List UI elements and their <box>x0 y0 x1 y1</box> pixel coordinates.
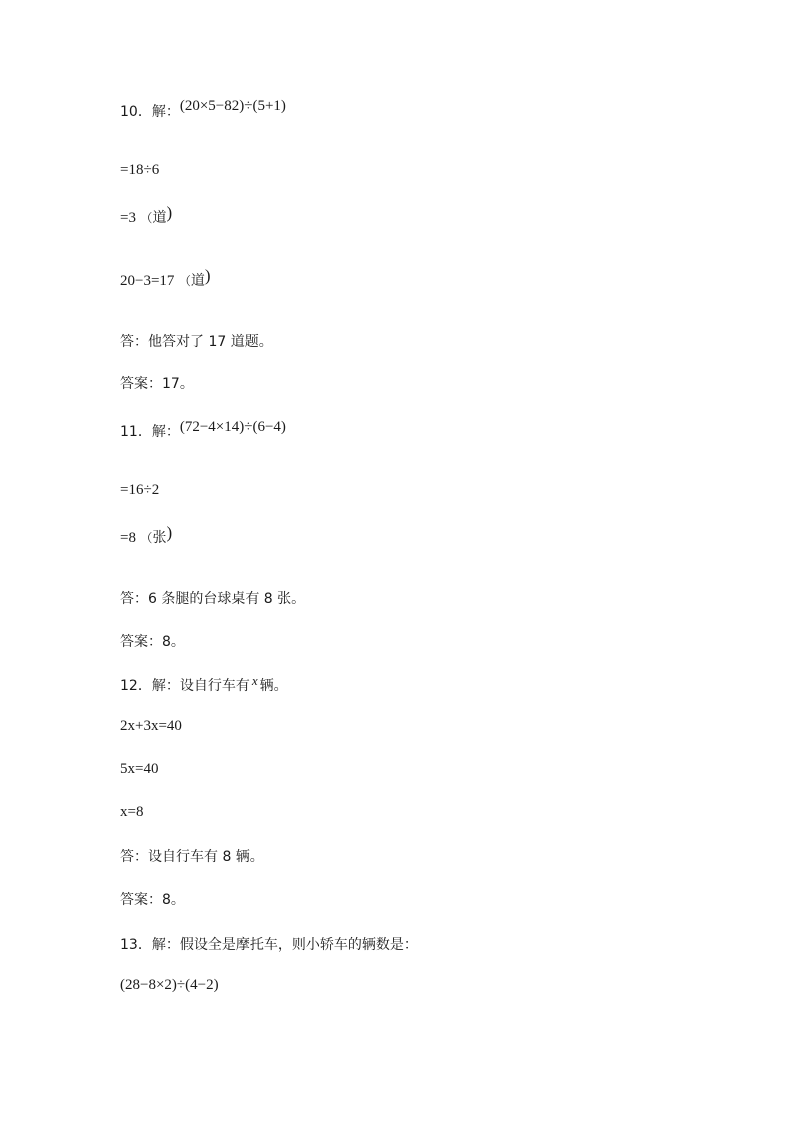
q13-heading: 13．解：假设全是摩托车，则小轿车的辆数是： <box>120 937 418 953</box>
q10-step-2-unit: 道 <box>152 210 167 226</box>
q11-step-1: =16÷2 <box>120 482 160 498</box>
q10-step-3-unit-open: （ <box>178 274 191 288</box>
q11-answer-sentence: 答：6 条腿的台球桌有 8 张。 <box>120 591 306 607</box>
q10-step-2-value: =3 <box>120 210 136 226</box>
q10-step-1: =18÷6 <box>120 162 160 178</box>
q10-expression: (20×5−82)÷(5+1) <box>179 98 286 114</box>
q10-step-3 <box>120 266 211 291</box>
q10-step-3-expression: 20−3=17 <box>120 273 175 289</box>
q10-answer-sentence: 答：他答对了 17 道题。 <box>120 334 273 350</box>
q12-equation-1: 2x+3x=40 <box>120 718 182 734</box>
q11-step-2-unit: 张 <box>152 530 167 546</box>
q10-step-2-unit-close: ) <box>166 203 173 222</box>
q10-step-2 <box>120 203 173 228</box>
q12-answer-sentence: 答：设自行车有 8 辆。 <box>120 849 264 865</box>
q13-expression: (28−8×2)÷(4−2) <box>120 977 219 993</box>
q12-variable: x <box>251 673 258 688</box>
q12-label: 12．解：设自行车有 <box>120 678 250 694</box>
q12-label-end: 辆。 <box>259 678 288 694</box>
q12-equation-2: 5x=40 <box>120 761 159 777</box>
q11-heading <box>120 419 286 442</box>
q12-answer: 答案：8。 <box>120 892 185 908</box>
q10-answer: 答案：17。 <box>120 376 194 392</box>
q10-step-3-unit-close: ) <box>204 266 211 285</box>
q12-equation-3: x=8 <box>120 804 144 820</box>
q10-step-2-unit-open: （ <box>140 211 153 225</box>
q11-answer: 答案：8。 <box>120 634 185 650</box>
q11-label: 11．解： <box>120 424 180 440</box>
q11-step-2 <box>120 523 173 548</box>
q10-label: 10．解： <box>120 104 180 120</box>
q11-step-2-value: =8 <box>120 530 136 546</box>
q11-expression: (72−4×14)÷(6−4) <box>179 419 286 435</box>
q11-step-2-unit-close: ) <box>166 523 173 542</box>
q10-step-3-unit: 道 <box>190 273 205 289</box>
q10-heading <box>120 98 286 122</box>
q11-step-2-unit-open: （ <box>140 531 153 545</box>
q12-heading <box>120 673 288 696</box>
